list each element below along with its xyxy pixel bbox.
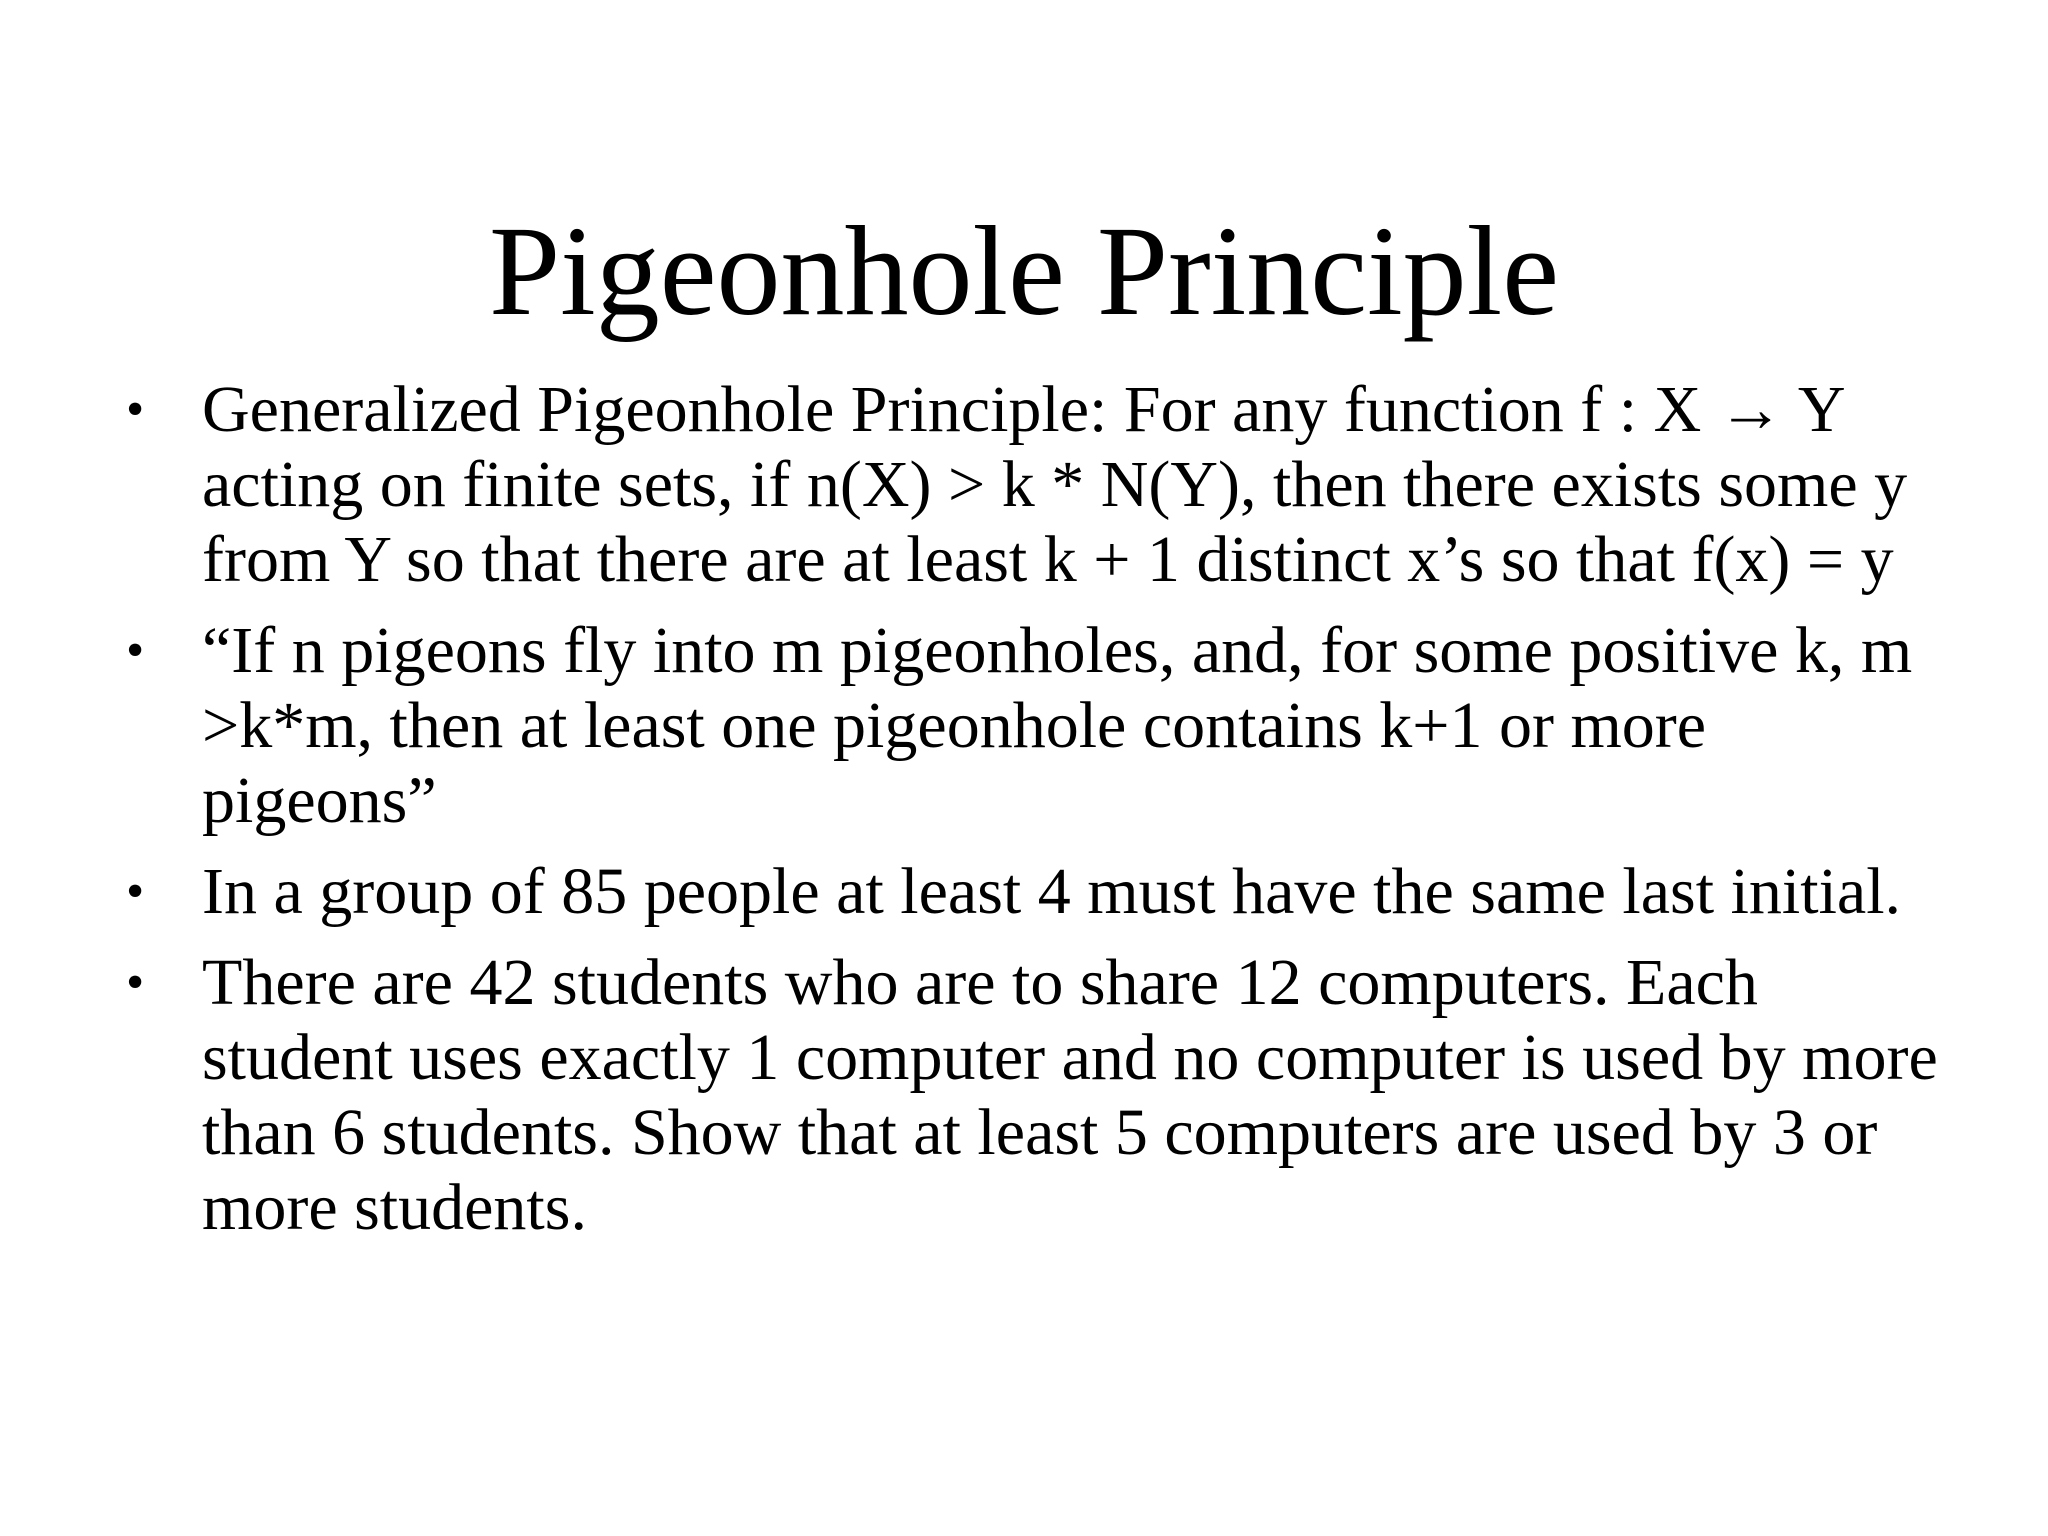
bullet-icon: •	[126, 863, 145, 920]
bullet-icon: •	[126, 381, 145, 438]
bullet-text: Generalized Pigeonhole Principle: For any function f : X → Y acting on finite sets, if n(X) > k * N(Y), then there exists some y from Y so that there are at least k + 1 distinct x’s so that f(x) = y	[202, 373, 1908, 596]
bullet-item	[120, 945, 1940, 1245]
bullet-item	[120, 613, 1940, 838]
bullet-item	[120, 854, 1940, 929]
bullet-item	[120, 372, 1940, 597]
bullet-icon: •	[126, 954, 145, 1011]
bullet-text: There are 42 students who are to share 12 computers. Each student uses exactly 1 computer and no computer is used by more than 6 students. Show that at least 5 computers are used by 3 or more students.	[202, 946, 1938, 1244]
bullet-list	[120, 372, 1940, 1261]
bullet-icon: •	[126, 622, 145, 679]
bullet-text: “If n pigeons fly into m pigeonholes, and, for some positive k, m >k*m, then at least one pigeonhole contains k+1 or more pigeons”	[202, 614, 1913, 837]
bullet-text: In a group of 85 people at least 4 must have the same last initial.	[202, 855, 1902, 928]
slide-title: Pigeonhole Principle	[488, 200, 1560, 342]
